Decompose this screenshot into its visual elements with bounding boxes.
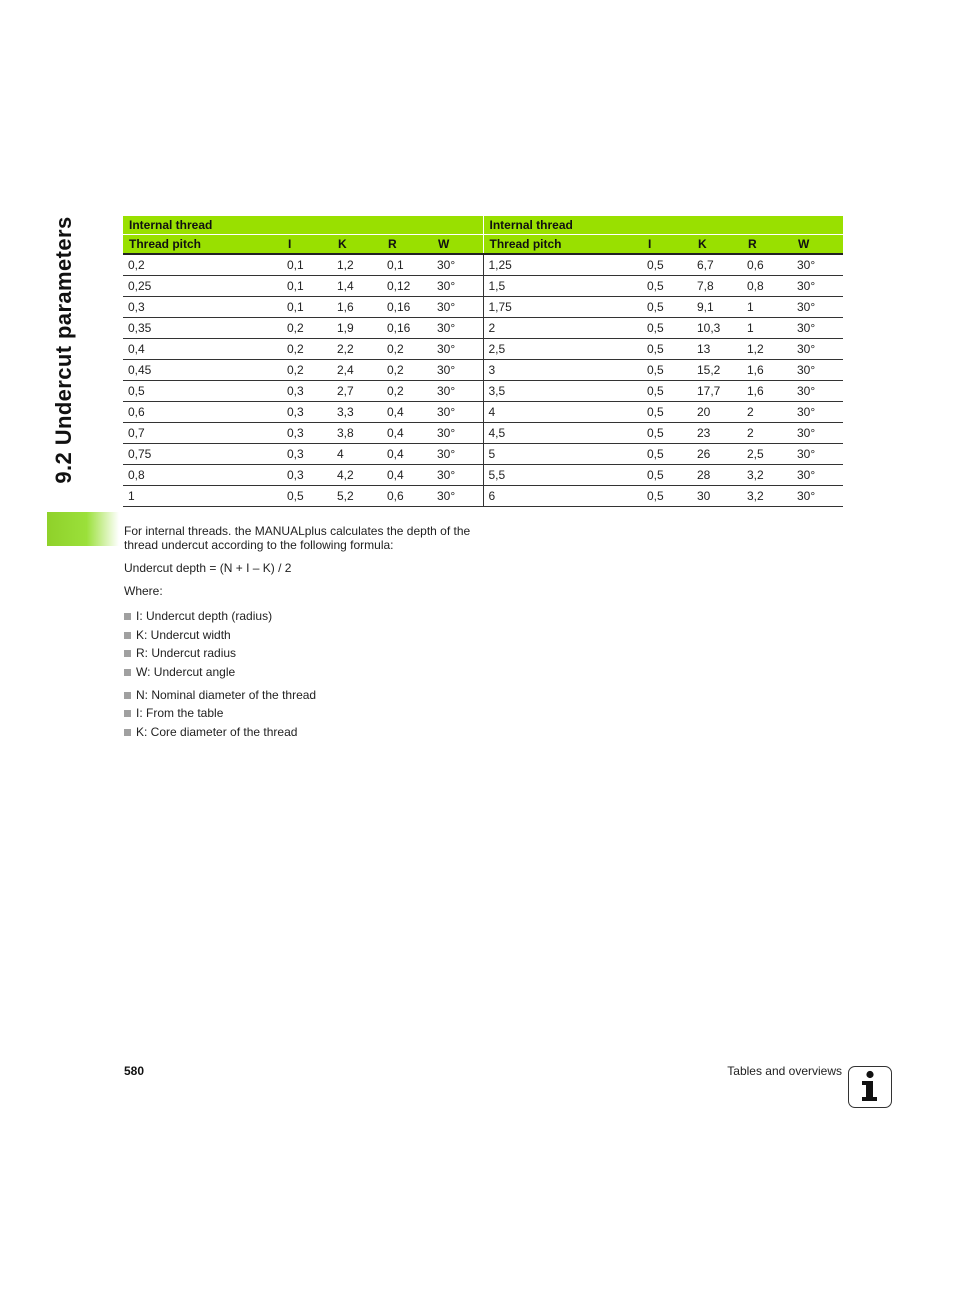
cell-thread-pitch: 0,5 <box>123 381 282 402</box>
cell-r: 3,2 <box>742 465 792 486</box>
cell-k: 10,3 <box>692 318 742 339</box>
cell-i: 0,5 <box>282 486 332 507</box>
cell-w: 30° <box>792 465 843 486</box>
cell-k: 2,4 <box>332 360 382 381</box>
cell-k: 7,8 <box>692 276 742 297</box>
list-item: I: Undercut depth (radius) <box>124 607 544 626</box>
cell-thread-pitch: 0,75 <box>123 444 282 465</box>
intro-line-2: thread undercut according to the following formula: <box>124 538 394 552</box>
cell-thread-pitch: 0,3 <box>123 297 282 318</box>
cell-k: 15,2 <box>692 360 742 381</box>
cell-thread-pitch: 0,6 <box>123 402 282 423</box>
cell-i: 0,5 <box>642 276 692 297</box>
cell-w: 30° <box>792 276 843 297</box>
cell-r: 0,2 <box>382 360 432 381</box>
column-header-thread-pitch: Thread pitch <box>123 235 282 255</box>
list-item: I: From the table <box>124 704 544 723</box>
cell-k: 26 <box>692 444 742 465</box>
column-header-thread-pitch: Thread pitch <box>483 235 642 255</box>
list-item: K: Undercut width <box>124 626 544 645</box>
bullet-square-icon <box>124 650 131 657</box>
cell-i: 0,5 <box>642 297 692 318</box>
parameter-list <box>124 607 544 682</box>
cell-w: 30° <box>432 339 483 360</box>
cell-r: 0,4 <box>382 402 432 423</box>
cell-k: 4 <box>332 444 382 465</box>
cell-r: 1 <box>742 318 792 339</box>
cell-thread-pitch: 1,25 <box>483 254 642 276</box>
cell-r: 0,16 <box>382 318 432 339</box>
cell-w: 30° <box>792 381 843 402</box>
cell-k: 2,2 <box>332 339 382 360</box>
cell-thread-pitch: 3,5 <box>483 381 642 402</box>
cell-k: 28 <box>692 465 742 486</box>
cell-k: 3,8 <box>332 423 382 444</box>
formula-variable-list <box>124 686 544 742</box>
cell-r: 1,2 <box>742 339 792 360</box>
cell-i: 0,5 <box>642 360 692 381</box>
cell-r: 2,5 <box>742 444 792 465</box>
cell-w: 30° <box>432 465 483 486</box>
bullet-square-icon <box>124 692 131 699</box>
cell-r: 3,2 <box>742 486 792 507</box>
cell-thread-pitch: 0,45 <box>123 360 282 381</box>
group-header-right: Internal thread <box>483 216 843 235</box>
cell-w: 30° <box>432 318 483 339</box>
cell-thread-pitch: 2 <box>483 318 642 339</box>
list-item: R: Undercut radius <box>124 644 544 663</box>
cell-thread-pitch: 1 <box>123 486 282 507</box>
info-icon <box>848 1066 892 1108</box>
cell-w: 30° <box>792 254 843 276</box>
table-row <box>123 254 843 276</box>
column-header-r: R <box>382 235 432 255</box>
cell-r: 0,2 <box>382 381 432 402</box>
cell-i: 0,5 <box>642 381 692 402</box>
cell-thread-pitch: 0,4 <box>123 339 282 360</box>
column-header-i: I <box>282 235 332 255</box>
bullet-square-icon <box>124 729 131 736</box>
cell-w: 30° <box>432 297 483 318</box>
cell-w: 30° <box>792 444 843 465</box>
column-header-k: K <box>692 235 742 255</box>
formula: Undercut depth = (N + I – K) / 2 <box>124 561 292 575</box>
cell-thread-pitch: 3 <box>483 360 642 381</box>
cell-i: 0,3 <box>282 423 332 444</box>
table-row <box>123 297 843 318</box>
column-header-w: W <box>432 235 483 255</box>
cell-i: 0,3 <box>282 402 332 423</box>
bullet-square-icon <box>124 710 131 717</box>
cell-i: 0,5 <box>642 254 692 276</box>
footer-section-label: Tables and overviews <box>727 1064 842 1078</box>
cell-k: 13 <box>692 339 742 360</box>
cell-k: 1,6 <box>332 297 382 318</box>
cell-r: 0,16 <box>382 297 432 318</box>
cell-r: 0,4 <box>382 444 432 465</box>
table-body <box>123 254 843 507</box>
cell-w: 30° <box>792 402 843 423</box>
cell-r: 2 <box>742 402 792 423</box>
cell-i: 0,1 <box>282 297 332 318</box>
cell-i: 0,2 <box>282 318 332 339</box>
body-text <box>124 524 544 742</box>
cell-w: 30° <box>792 339 843 360</box>
cell-r: 2 <box>742 423 792 444</box>
cell-r: 0,12 <box>382 276 432 297</box>
cell-thread-pitch: 0,8 <box>123 465 282 486</box>
cell-r: 0,8 <box>742 276 792 297</box>
cell-thread-pitch: 1,75 <box>483 297 642 318</box>
cell-k: 1,9 <box>332 318 382 339</box>
cell-thread-pitch: 2,5 <box>483 339 642 360</box>
cell-w: 30° <box>432 254 483 276</box>
section-title: 9.2 Undercut parameters <box>51 216 76 484</box>
cell-i: 0,5 <box>642 402 692 423</box>
cell-i: 0,5 <box>642 318 692 339</box>
cell-k: 4,2 <box>332 465 382 486</box>
cell-thread-pitch: 0,35 <box>123 318 282 339</box>
cell-i: 0,5 <box>642 486 692 507</box>
cell-w: 30° <box>432 381 483 402</box>
cell-k: 17,7 <box>692 381 742 402</box>
cell-w: 30° <box>792 318 843 339</box>
cell-w: 30° <box>432 402 483 423</box>
cell-i: 0,3 <box>282 444 332 465</box>
cell-r: 0,1 <box>382 254 432 276</box>
cell-w: 30° <box>432 423 483 444</box>
cell-i: 0,1 <box>282 254 332 276</box>
cell-thread-pitch: 0,2 <box>123 254 282 276</box>
cell-k: 5,2 <box>332 486 382 507</box>
cell-r: 0,6 <box>382 486 432 507</box>
cell-i: 0,1 <box>282 276 332 297</box>
cell-k: 23 <box>692 423 742 444</box>
table-row <box>123 360 843 381</box>
cell-w: 30° <box>432 444 483 465</box>
cell-w: 30° <box>432 360 483 381</box>
intro-line-1: For internal threads. the MANUALplus calculates the depth of the <box>124 524 471 538</box>
cell-k: 9,1 <box>692 297 742 318</box>
column-header-w: W <box>792 235 843 255</box>
cell-r: 0,6 <box>742 254 792 276</box>
cell-k: 2,7 <box>332 381 382 402</box>
cell-w: 30° <box>432 276 483 297</box>
cell-r: 1,6 <box>742 381 792 402</box>
list-item: N: Nominal diameter of the thread <box>124 686 544 705</box>
cell-k: 20 <box>692 402 742 423</box>
cell-w: 30° <box>792 423 843 444</box>
column-header-i: I <box>642 235 692 255</box>
cell-w: 30° <box>792 297 843 318</box>
page-number: 580 <box>124 1064 145 1078</box>
bullet-square-icon <box>124 669 131 676</box>
cell-k: 1,4 <box>332 276 382 297</box>
cell-r: 1,6 <box>742 360 792 381</box>
column-header-k: K <box>332 235 382 255</box>
group-header-left: Internal thread <box>123 216 483 235</box>
table-row <box>123 486 843 507</box>
cell-i: 0,3 <box>282 381 332 402</box>
cell-thread-pitch: 5 <box>483 444 642 465</box>
cell-k: 6,7 <box>692 254 742 276</box>
cell-thread-pitch: 4 <box>483 402 642 423</box>
cell-k: 3,3 <box>332 402 382 423</box>
cell-thread-pitch: 6 <box>483 486 642 507</box>
cell-w: 30° <box>792 360 843 381</box>
table-row <box>123 423 843 444</box>
cell-thread-pitch: 0,7 <box>123 423 282 444</box>
table-row <box>123 339 843 360</box>
cell-thread-pitch: 5,5 <box>483 465 642 486</box>
table-row <box>123 276 843 297</box>
cell-i: 0,2 <box>282 360 332 381</box>
cell-r: 1 <box>742 297 792 318</box>
bullet-square-icon <box>124 613 131 620</box>
thread-undercut-table <box>123 216 843 507</box>
cell-r: 0,4 <box>382 465 432 486</box>
cell-r: 0,4 <box>382 423 432 444</box>
cell-i: 0,5 <box>642 423 692 444</box>
cell-r: 0,2 <box>382 339 432 360</box>
cell-thread-pitch: 4,5 <box>483 423 642 444</box>
column-header-r: R <box>742 235 792 255</box>
table-row <box>123 318 843 339</box>
where-label: Where: <box>124 584 163 598</box>
cell-thread-pitch: 0,25 <box>123 276 282 297</box>
cell-i: 0,3 <box>282 465 332 486</box>
section-tab-marker <box>47 512 119 546</box>
cell-i: 0,5 <box>642 444 692 465</box>
cell-w: 30° <box>432 486 483 507</box>
bullet-square-icon <box>124 632 131 639</box>
table-row <box>123 444 843 465</box>
table-row <box>123 402 843 423</box>
cell-k: 1,2 <box>332 254 382 276</box>
list-item: K: Core diameter of the thread <box>124 723 544 742</box>
cell-i: 0,5 <box>642 465 692 486</box>
cell-w: 30° <box>792 486 843 507</box>
cell-thread-pitch: 1,5 <box>483 276 642 297</box>
cell-i: 0,2 <box>282 339 332 360</box>
list-item: W: Undercut angle <box>124 663 544 682</box>
table-row <box>123 465 843 486</box>
table-row <box>123 381 843 402</box>
cell-i: 0,5 <box>642 339 692 360</box>
cell-k: 30 <box>692 486 742 507</box>
